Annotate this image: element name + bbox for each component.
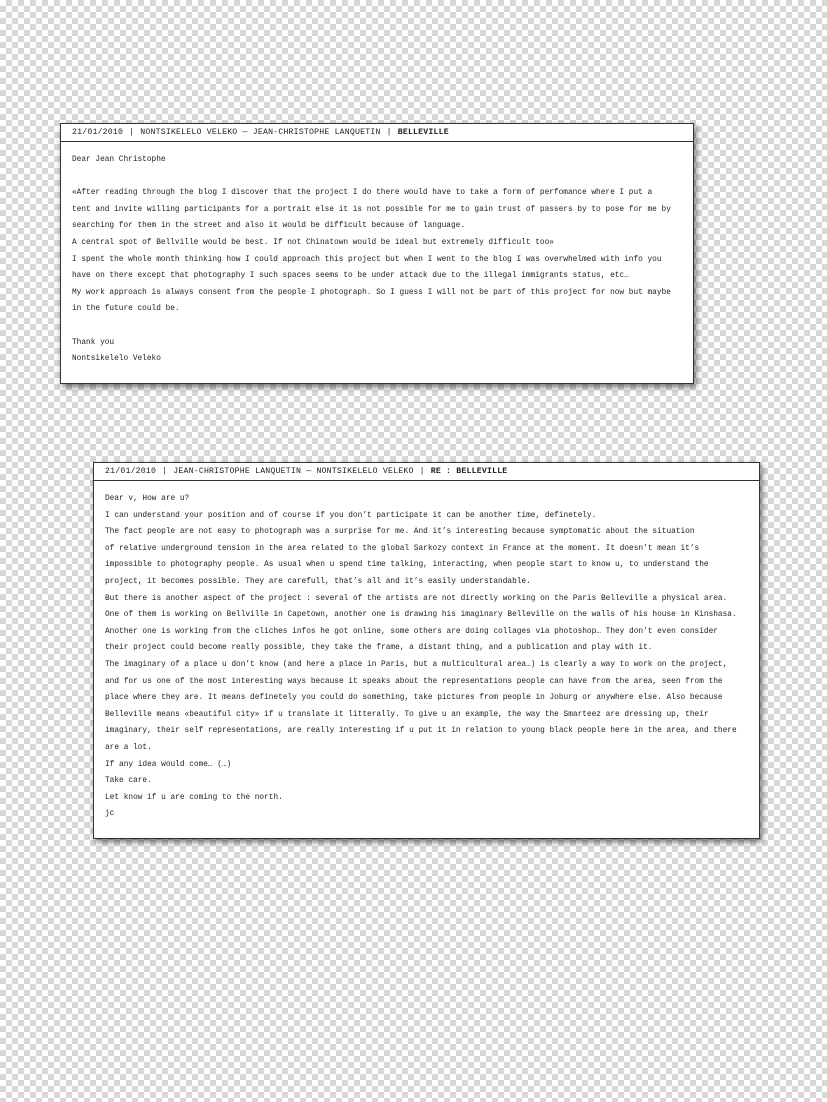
header-separator: | bbox=[129, 128, 135, 137]
letter-line: Let know if u are coming to the north. bbox=[105, 793, 283, 802]
letter-1-subject: BELLEVILLE bbox=[397, 128, 449, 137]
letter-line: Another one is working from the cliches infos he got online, some others are doing collages via photoshop… They don’t even consider bbox=[105, 627, 718, 636]
letter-line: of relative underground tension in the area related to the global Sarkozy context in France at the moment. It doesn’t mean it’s bbox=[105, 544, 700, 553]
letter-line: are a lot. bbox=[105, 743, 152, 752]
letter-2-from-to: JEAN-CHRISTOPHE LANQUETIN — NONTSIKELELO VELEKO bbox=[173, 467, 414, 476]
letter-2-body bbox=[94, 481, 759, 823]
letter-line: One of them is working on Bellville in Capetown, another one is drawing his imaginary Belleville on the walls of his house in Kinshasa. bbox=[105, 611, 737, 620]
header-separator: | bbox=[419, 467, 425, 476]
letter-1 bbox=[60, 123, 694, 384]
letter-line: jc bbox=[105, 810, 115, 819]
letter-line: Thank you bbox=[72, 338, 115, 347]
letter-line: I can understand your position and of course if you don’t participate it can be another time, definetely. bbox=[105, 511, 597, 520]
letter-line: in the future could be. bbox=[72, 305, 180, 314]
letter-1-header bbox=[61, 124, 693, 142]
letter-line: Dear v, How are u? bbox=[105, 495, 190, 503]
letter-line: Nontsikelelo Veleko bbox=[72, 355, 161, 364]
letter-line: place where they are. It means definetely you could do something, take pictures from people in Joburg or anywhere else. Also because bbox=[105, 694, 723, 703]
letter-2-date: 21/01/2010 bbox=[105, 467, 157, 476]
letter-line: project, it becomes possible. They are carefull, that’s all and it’s easily understandable. bbox=[105, 577, 531, 586]
letter-line: The imaginary of a place u don’t know (and here a place in Paris, but a multicultural area…) is clearly a way to work on the project, bbox=[105, 660, 728, 669]
letter-1-from-to: NONTSIKELELO VELEKO — JEAN-CHRISTOPHE LANQUETIN bbox=[140, 128, 381, 137]
letter-line: «After reading through the blog I discover that the project I do there would have to take a form of perfomance where I put a bbox=[72, 189, 653, 198]
letter-line: The fact people are not easy to photograph was a surprise for me. And it’s interesting because symptomatic about the situation bbox=[105, 528, 695, 537]
letter-line: But there is another aspect of the project : several of the artists are not directly working on the Paris Belleville a physical area. bbox=[105, 594, 728, 603]
letter-line: Belleville means «beautiful city» if u translate it litterally. To give u an example, the way the Smarteez are dressing up, their bbox=[105, 710, 709, 719]
letter-line: Dear Jean Christophe bbox=[72, 156, 166, 164]
letter-2-header bbox=[94, 463, 759, 481]
header-separator: | bbox=[162, 467, 168, 476]
letter-line: My work approach is always consent from the people I photograph. So I guess I will not be part of this project for now but maybe bbox=[72, 288, 671, 297]
letter-line: have on there except that photography I such spaces seems to be under attack due to the illegal immigrants status, etc… bbox=[72, 272, 629, 281]
letter-line: Take care. bbox=[105, 777, 152, 786]
letter-line: and for us one of the most interesting ways because it speaks about the representations people can have from the area, seen from the bbox=[105, 677, 723, 686]
header-separator: | bbox=[386, 128, 392, 137]
letter-2 bbox=[93, 462, 760, 839]
letter-line bbox=[72, 318, 682, 335]
letter-line: A central spot of Bellville would be best. If not Chinatown would be ideal but extremely difficult too» bbox=[72, 238, 554, 247]
letter-line: impossible to photography people. As usual when u spend time talking, interacting, when people start to know u, to understand the bbox=[105, 561, 709, 570]
letter-1-date: 21/01/2010 bbox=[72, 128, 124, 137]
letter-line: searching for them in the street and also it would be difficult because of language. bbox=[72, 222, 466, 231]
letter-line: If any idea would come… (…) bbox=[105, 760, 232, 769]
letter-1-body bbox=[61, 142, 693, 368]
letter-line: tent and invite willing participants for a portrait else it is not possible for me to gain trust of passers by to pose for me by bbox=[72, 205, 671, 214]
letter-line: their project could become really possible, they take the frame, a distant thing, and a publication and play with it. bbox=[105, 644, 653, 653]
letter-line: imaginary, their self representations, are really interesting if u put it in relation to young black people here in the area, and there bbox=[105, 727, 737, 736]
letter-line bbox=[72, 169, 682, 186]
letter-2-subject: RE : BELLEVILLE bbox=[430, 467, 508, 476]
letter-line: I spent the whole month thinking how I could approach this project but when I went to the blog I was overwhelmed with info you bbox=[72, 255, 662, 264]
